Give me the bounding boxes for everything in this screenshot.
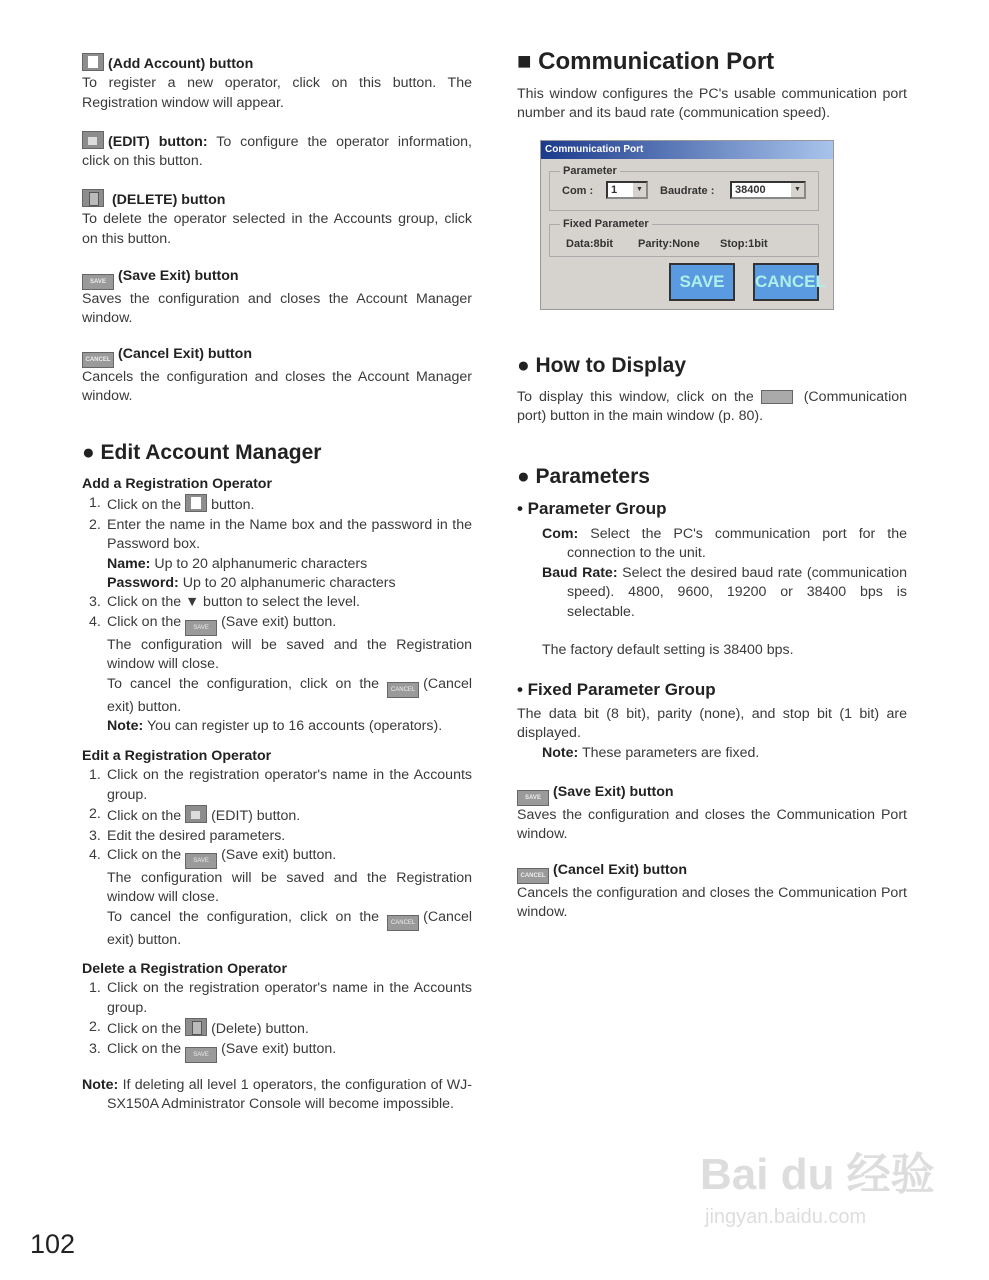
step — [82, 979, 472, 1018]
text: Click on the ▼ button to select the level. — [107, 594, 360, 611]
subheading: Add a Registration Operator — [82, 476, 272, 492]
text: Click on the registration operator's name in the Accounts group. — [107, 767, 472, 803]
step — [82, 766, 472, 805]
text: Name: — [107, 555, 151, 572]
text: (Save exit) button. — [221, 613, 337, 630]
default-text: The factory default setting is 38400 bps. — [542, 642, 794, 658]
cancel-exit-desc — [517, 861, 907, 923]
text: Up to 20 alphanumeric characters — [178, 575, 396, 592]
save-icon: SAVE — [185, 853, 217, 869]
communication-port-dialog — [540, 140, 834, 310]
text: Password: — [107, 575, 179, 592]
text: Note: — [82, 1077, 119, 1093]
add-account-icon — [185, 494, 207, 512]
body-text: To configure the operator information, click on this button. — [82, 134, 472, 170]
step — [82, 1040, 472, 1063]
text: Enter the name in the Name box and the password in the Password box. — [107, 516, 472, 553]
fixed-group-heading: • Fixed Parameter Group — [517, 680, 716, 699]
text: Select the desired baud rate (communication speed). 4800, 9600, 19200 or 38400 bps is selectable. — [567, 564, 907, 620]
text: Up to 20 alphanumeric characters — [150, 555, 368, 572]
parameter-group-heading: • Parameter Group — [517, 499, 667, 518]
text: 38400 — [735, 184, 766, 196]
step — [82, 827, 472, 846]
edit-icon — [82, 131, 104, 149]
container — [542, 525, 907, 564]
parameter-group-items — [517, 525, 907, 622]
save-exit-desc — [517, 783, 907, 845]
text: Click on the — [107, 1021, 182, 1038]
how-text — [517, 388, 907, 427]
section-heading: ● Edit Account Manager — [82, 441, 322, 464]
cancel-icon: CANCEL — [517, 868, 549, 884]
text: To cancel the configuration, click on the — [107, 675, 380, 692]
text: Parameter — [560, 164, 620, 178]
intro-text: This window configures the PC's usable communication port number and its baud rate (communication speed). — [517, 86, 907, 122]
heading: (Add Account) button — [108, 56, 254, 72]
text: button. — [211, 497, 255, 514]
container — [82, 267, 472, 290]
container — [542, 564, 907, 622]
text: To display this window, click on the — [517, 389, 754, 405]
heading: (Save Exit) button — [118, 268, 239, 284]
container: 1. — [89, 495, 101, 512]
text: Click on the — [107, 613, 182, 630]
container: 3. — [89, 594, 101, 611]
container: 2. — [89, 516, 101, 533]
step — [82, 1018, 472, 1039]
container: 2. — [89, 806, 101, 823]
step — [82, 846, 472, 869]
note — [82, 1076, 472, 1115]
chevron-down-icon: ▼ — [633, 183, 646, 197]
text: (Communication port) button in the main window (p. 80). — [517, 389, 907, 425]
heading: (EDIT) button: — [108, 134, 208, 150]
text: 1 — [611, 184, 618, 196]
text: You can register up to 16 accounts (operators). — [143, 718, 443, 735]
container — [82, 979, 472, 1062]
body-text: To register a new operator, click on this button. The Registration window will appear. — [82, 75, 472, 111]
save-button[interactable]: SAVE — [669, 263, 735, 301]
text: The configuration will be saved and the Registration window will close. — [107, 870, 472, 906]
text: Select the PC's communication port for the connection to the unit. — [567, 526, 907, 562]
container — [82, 131, 472, 172]
container: 1. — [89, 767, 101, 784]
text: (Cancel exit) button. — [107, 675, 472, 715]
cancel-icon: CANCEL — [387, 915, 419, 931]
communication-port-icon — [761, 390, 793, 404]
add-operator-section — [82, 475, 472, 736]
heading: (Cancel Exit) button — [118, 346, 252, 362]
container — [82, 574, 472, 593]
step — [82, 494, 472, 515]
text: (Save Exit) button — [553, 784, 674, 800]
container — [82, 555, 472, 574]
text: Com : — [562, 185, 594, 197]
fixed-parameter-group — [549, 218, 819, 257]
container — [82, 908, 472, 950]
parameter-group — [549, 165, 819, 211]
text: (EDIT) button. — [211, 808, 301, 825]
body-text: Cancels the configuration and closes the Account Manager window. — [82, 369, 472, 405]
cancel-exit-desc — [82, 345, 472, 407]
text: Click on the — [107, 847, 182, 864]
save-icon: SAVE — [185, 620, 217, 636]
container — [82, 189, 472, 210]
subheading: Delete a Registration Operator — [82, 961, 287, 977]
how-to-display-heading: ● How to Display — [517, 354, 687, 377]
page-number: 102 — [30, 1229, 76, 1259]
container: 1. — [89, 980, 101, 997]
container — [517, 744, 907, 763]
cancel-button[interactable]: CANCEL — [753, 263, 819, 301]
step — [82, 516, 472, 555]
container: 4. — [89, 847, 101, 864]
cancel-icon: CANCEL — [82, 352, 114, 368]
edit-operator-section — [82, 747, 472, 950]
watermark-logo: Bai du 经验 — [700, 1150, 935, 1199]
text: Stop:1bit — [720, 238, 768, 250]
text: The data bit (8 bit), parity (none), and stop bit (1 bit) are displayed. — [517, 706, 907, 742]
text: Parity:None — [638, 238, 700, 250]
step — [82, 613, 472, 636]
container: 3. — [89, 1040, 101, 1057]
dialog-title: Communication Port — [541, 141, 833, 159]
text: Fixed Parameter — [560, 217, 652, 231]
text: Baudrate : — [660, 185, 715, 197]
text: Data:8bit — [566, 238, 614, 250]
cancel-icon: CANCEL — [387, 682, 419, 698]
container — [82, 675, 472, 717]
text: Com: — [542, 526, 579, 542]
text: If deleting all level 1 operators, the configuration of WJ-SX150A Administrator Console will become impossible. — [107, 1077, 472, 1113]
baudrate-select[interactable] — [730, 181, 806, 199]
edit-icon — [185, 805, 207, 823]
text: Note: — [107, 718, 144, 735]
step — [82, 593, 472, 612]
container — [82, 717, 472, 736]
page-title: ■ Communication Port — [517, 48, 775, 75]
save-exit-desc — [82, 267, 472, 329]
container — [517, 861, 907, 884]
step — [82, 805, 472, 826]
text: Click on the registration operator's name in the Accounts group. — [107, 980, 472, 1016]
text: Cancels the configuration and closes the Communication Port window. — [517, 885, 907, 921]
parameters-heading: ● Parameters — [517, 465, 650, 488]
chevron-down-icon: ▼ — [791, 183, 804, 197]
text: (Delete) button. — [211, 1021, 309, 1038]
container — [82, 345, 472, 368]
container: 4. — [89, 613, 101, 630]
text: The configuration will be saved and the Registration window will close. — [107, 636, 472, 673]
delete-operator-section — [82, 960, 472, 1063]
subheading: Edit a Registration Operator — [82, 748, 272, 764]
text: Click on the — [107, 1040, 182, 1057]
save-icon: SAVE — [185, 1047, 217, 1063]
container — [517, 783, 907, 806]
text: (Cancel exit) button. — [107, 908, 472, 948]
text: Note: — [542, 744, 579, 761]
com-select[interactable] — [606, 181, 648, 199]
watermark-url: jingyan.baidu.com — [705, 1206, 867, 1228]
text: (Save exit) button. — [221, 847, 337, 864]
delete-icon — [185, 1018, 207, 1036]
edit-desc — [82, 131, 472, 172]
add-account-desc — [82, 53, 472, 113]
add-account-icon — [82, 53, 104, 71]
text: (Save exit) button. — [221, 1040, 337, 1057]
text: (Cancel Exit) button — [553, 862, 687, 878]
text: Saves the configuration and closes the Communication Port window. — [517, 807, 907, 843]
fixed-group-text — [517, 705, 907, 763]
text: Edit the desired parameters. — [107, 827, 286, 844]
container — [82, 53, 472, 74]
container: 3. — [89, 827, 101, 844]
body-text: To delete the operator selected in the Accounts group, click on this button. — [82, 211, 472, 247]
save-icon: SAVE — [517, 790, 549, 806]
text: These parameters are fixed. — [578, 744, 760, 761]
text: Click on the — [107, 808, 182, 825]
save-icon: SAVE — [82, 274, 114, 290]
container: 2. — [89, 1019, 101, 1036]
text: Click on the — [107, 497, 182, 514]
text: To cancel the configuration, click on the — [107, 908, 380, 925]
text: Baud Rate: — [542, 564, 618, 581]
body-text: Saves the configuration and closes the Account Manager window. — [82, 291, 472, 327]
container — [82, 494, 472, 736]
delete-icon — [82, 189, 104, 207]
heading: (DELETE) button — [111, 192, 226, 208]
container — [82, 766, 472, 950]
delete-desc — [82, 189, 472, 249]
